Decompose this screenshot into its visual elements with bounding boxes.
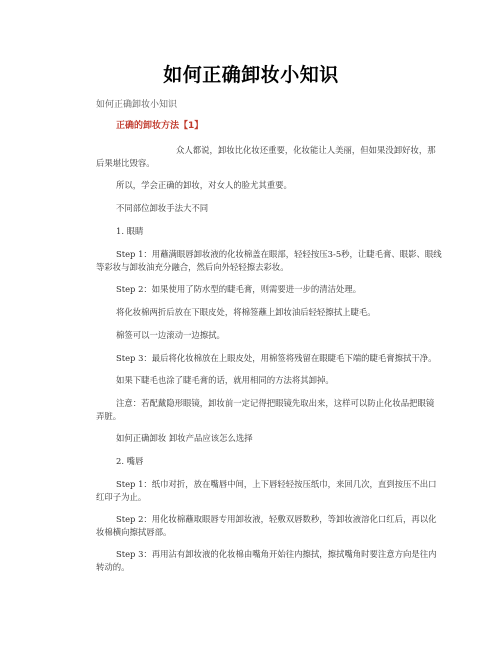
paragraph: Step 2：用化妆棉蘸取眼唇专用卸妆液，轻敷双唇数秒，等卸妆液溶化口红后，再以化妆棉横向擦拭唇部。 bbox=[96, 514, 437, 537]
paragraph: 将化妆棉两折后放在下眼皮处，将棉签蘸上卸妆油后轻轻擦拭上睫毛。 bbox=[116, 307, 376, 317]
paragraph-intro: 众人都说，卸妆比化妆还重要，化妆能让人美丽，但如果没卸好妆，那后果堪比毁容。 bbox=[96, 145, 436, 168]
paragraph: 如果下睫毛也涂了睫毛膏的话，就用相同的方法将其卸掉。 bbox=[116, 375, 334, 385]
paragraph-note: 注意：若配戴隐形眼镜，卸妆前一定记得把眼镜先取出来，这样可以防止化妆品把眼镜弄脏。 bbox=[96, 398, 435, 421]
section-heading: 正确的卸妆方法【1】 bbox=[116, 121, 204, 131]
paragraph: 棉签可以一边滚动一边擦拭。 bbox=[116, 330, 225, 340]
paragraph: 所以，学会正确的卸妆，对女人的脸尤其重要。 bbox=[116, 180, 292, 190]
document-body bbox=[96, 120, 442, 583]
paragraph: 如何正确卸妆 卸妆产品应该怎么选择 bbox=[116, 433, 253, 443]
paragraph: Step 1：用蘸满眼唇卸妆液的化妆棉盖在眼部，轻轻按压3-5秒，让睫毛膏、眼影、眼线等彩妆与卸妆油充分融合，然后向外轻轻擦去彩妆。 bbox=[96, 249, 442, 272]
paragraph-heading-eyes: 1. 眼睛 bbox=[116, 226, 144, 236]
paragraph-heading-lips: 2. 嘴唇 bbox=[116, 456, 144, 466]
paragraph: Step 1：纸巾对折，放在嘴唇中间，上下唇轻轻按压纸巾，来回几次，直到按压不出口红印子为止。 bbox=[96, 479, 437, 502]
document-subtitle: 如何正确卸妆小知识 bbox=[96, 100, 178, 110]
paragraph: Step 3：再用沾有卸妆液的化妆棉由嘴角开始往内擦拭，擦拭嘴角时要注意方向是往内转动的。 bbox=[96, 549, 437, 572]
paragraph: 不同部位卸妆手法大不同 bbox=[116, 203, 209, 213]
page-title: 如何正确卸妆小知识 bbox=[163, 64, 339, 86]
paragraph: Step 3：最后将化妆棉放在上眼皮处，用棉签将残留在眼睫毛下端的睫毛膏擦拭干净。 bbox=[116, 353, 437, 363]
paragraph: Step 2：如果使用了防水型的睫毛膏，则需要进一步的清洁处理。 bbox=[116, 284, 362, 294]
